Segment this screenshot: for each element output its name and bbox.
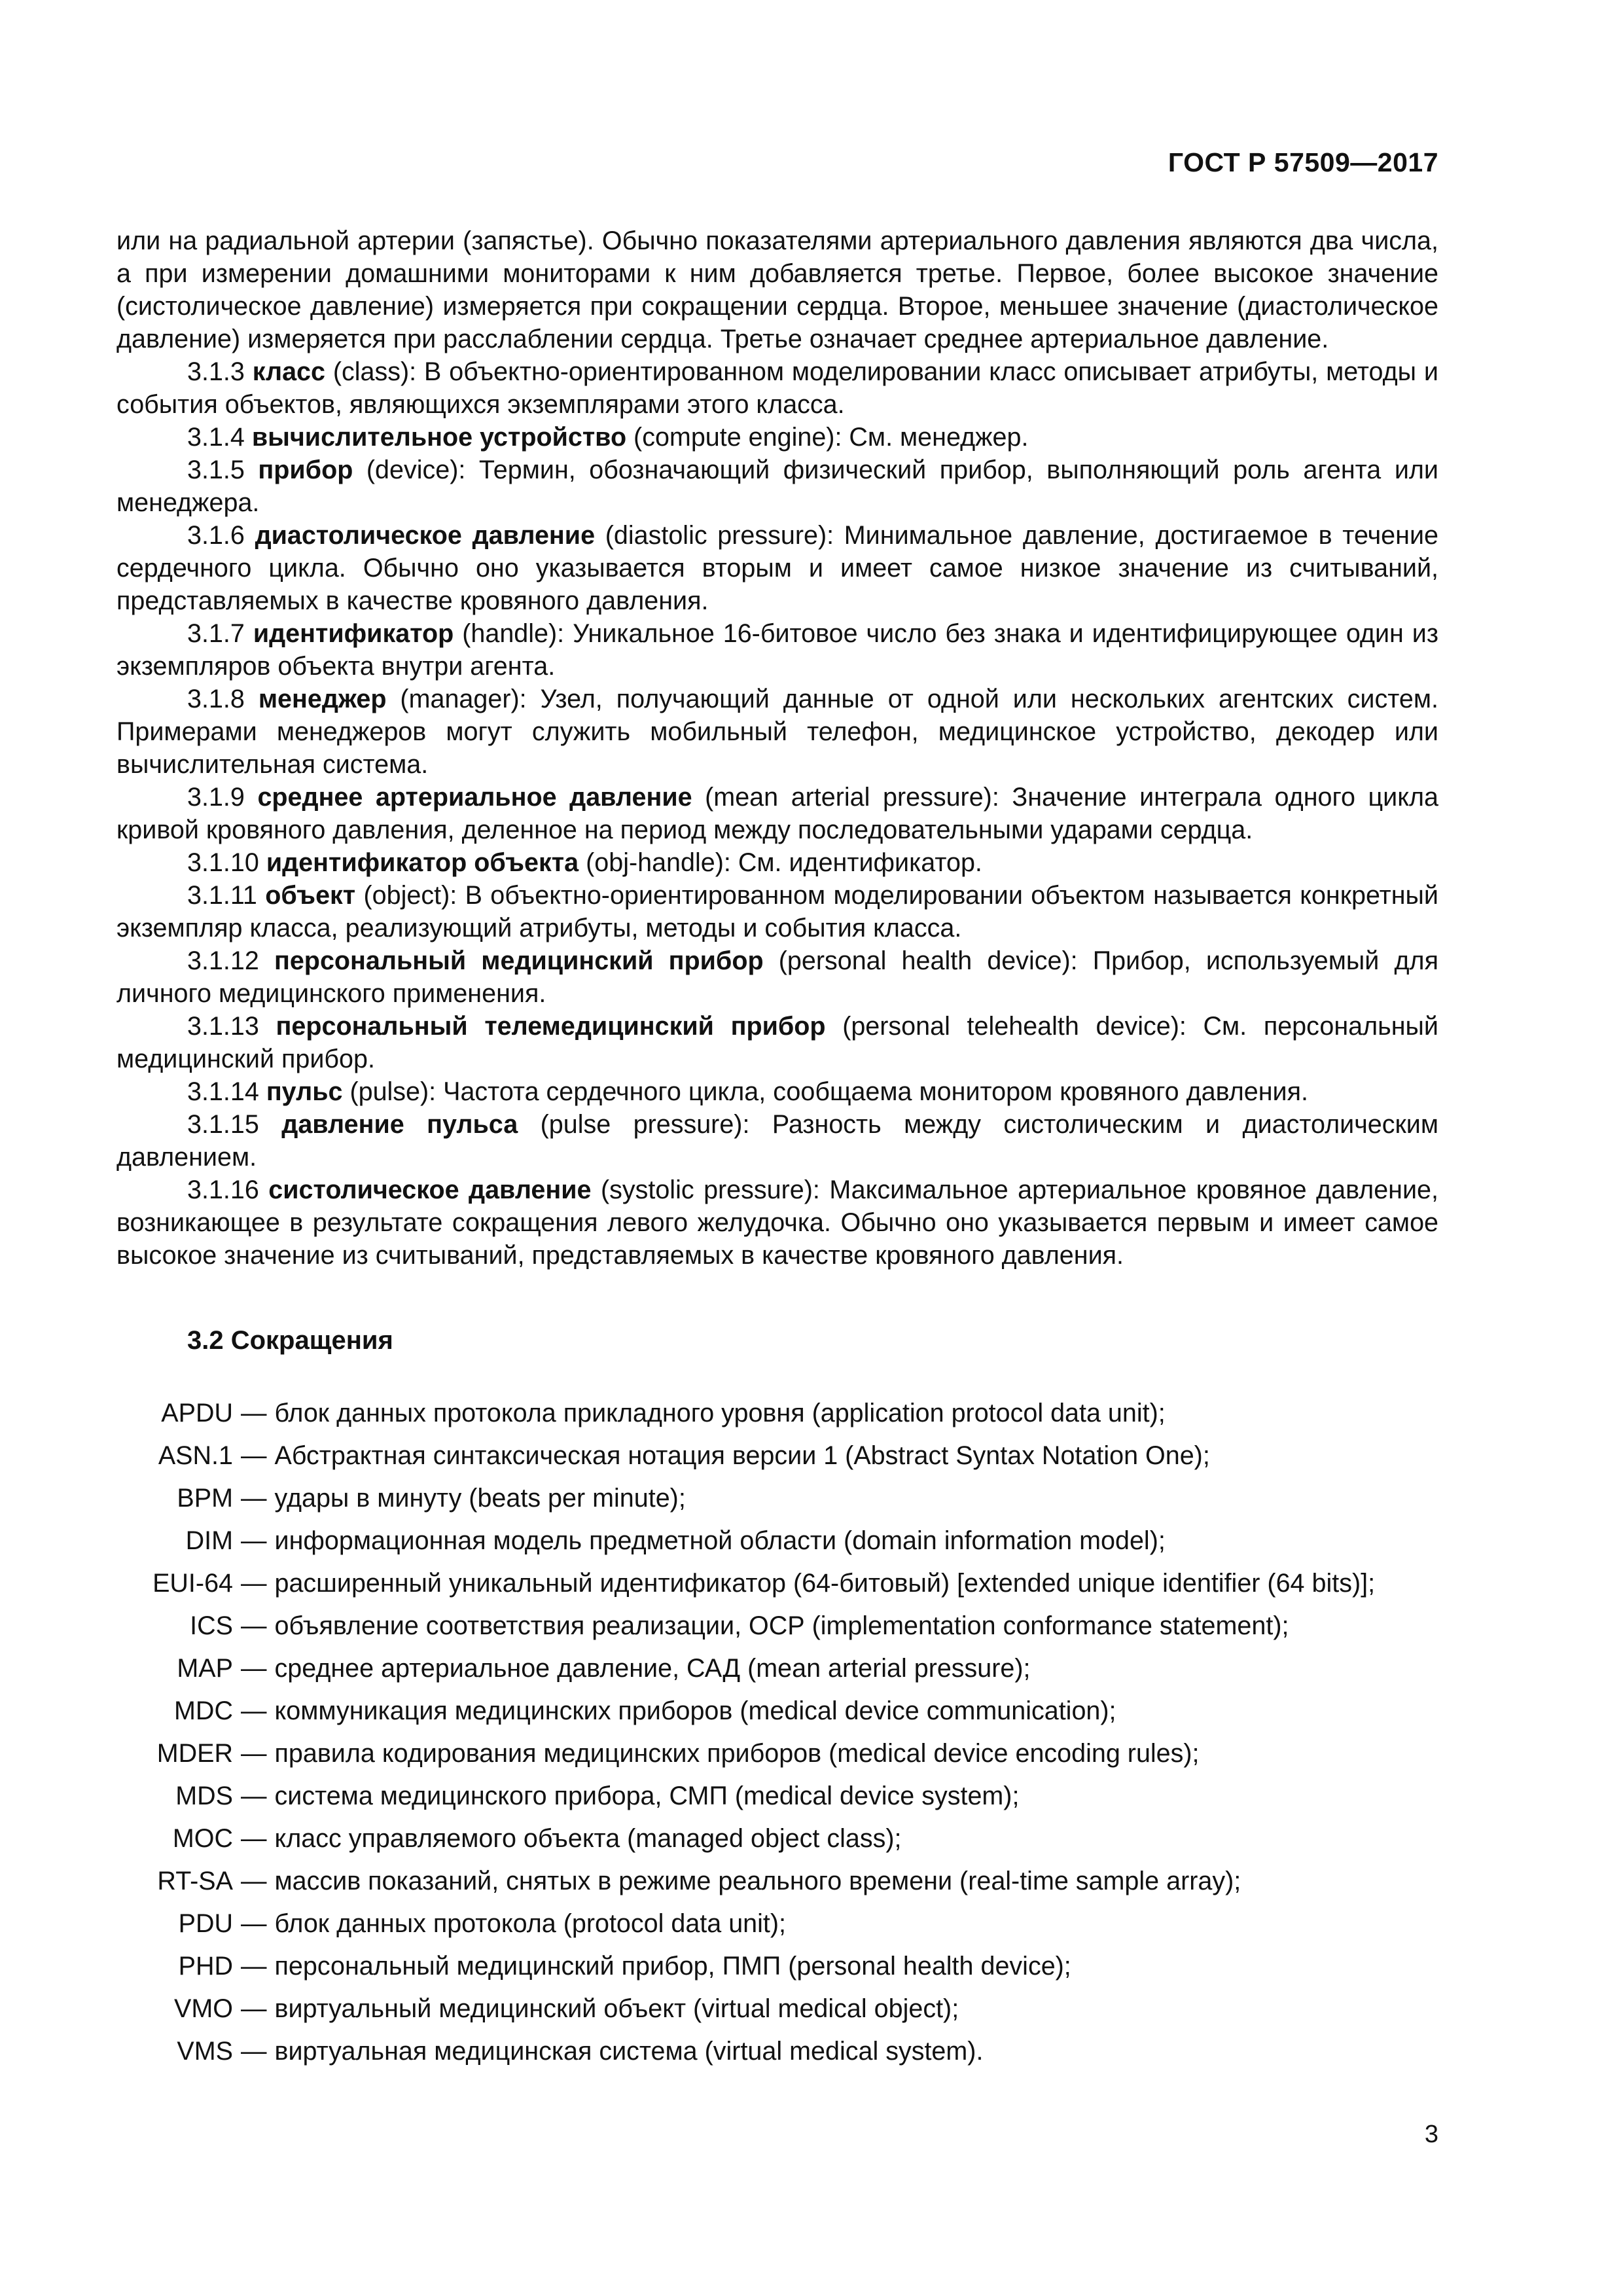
abbreviation-dash: — xyxy=(241,1952,267,1981)
abbreviation-definition: система медицинского прибора, СМП (medical device system); xyxy=(274,1782,1020,1810)
abbreviation-item xyxy=(116,2030,1452,2073)
definition-term: класс xyxy=(252,357,325,386)
abbreviation-definition: правила кодирования медицинских приборов (medical device encoding rules); xyxy=(274,1739,1200,1768)
abbreviation-code: VMS xyxy=(177,2037,233,2066)
definition-term: пульс xyxy=(266,1077,343,1106)
definition-text: (pulse): Частота сердечного цикла, сообщаема монитором кровяного давления. xyxy=(342,1077,1308,1106)
abbreviation-code: EUI-64 xyxy=(152,1569,233,1598)
abbreviation-item xyxy=(116,1477,1452,1520)
definition-item xyxy=(116,519,1438,617)
abbreviation-item xyxy=(116,1775,1452,1818)
definition-number: 3.1.3 xyxy=(187,357,245,386)
definition-text: (obj-handle): См. идентификатор. xyxy=(579,848,982,877)
abbreviation-dash: — xyxy=(241,2037,267,2066)
abbreviation-code: VMO xyxy=(174,1994,233,2023)
abbreviation-dash: — xyxy=(241,1441,267,1470)
abbreviation-code: APDU xyxy=(161,1399,233,1427)
abbreviation-item xyxy=(116,1903,1452,1945)
abbreviation-dash: — xyxy=(241,1696,267,1725)
abbreviation-code: ICS xyxy=(190,1611,233,1640)
abbreviation-definition: Абстрактная синтаксическая нотация версии 1 (Abstract Syntax Notation One); xyxy=(274,1441,1210,1470)
page-number: 3 xyxy=(1424,2121,1438,2148)
abbreviation-dash: — xyxy=(241,1909,267,1938)
abbreviation-code: MOC xyxy=(172,1824,233,1853)
definition-number: 3.1.9 xyxy=(187,783,245,812)
definition-item xyxy=(116,879,1438,944)
abbreviation-item xyxy=(116,1732,1452,1775)
abbreviation-item xyxy=(116,1605,1452,1647)
definition-text: (object): В объектно-ориентированном моделировании объектом называется конкретный экземпляр класса, реализующий атрибуты, методы и события класса. xyxy=(116,881,1438,942)
abbreviation-definition: среднее артериальное давление, САД (mean arterial pressure); xyxy=(274,1654,1031,1683)
abbreviation-dash: — xyxy=(241,1782,267,1810)
intro-paragraph: или на радиальной артерии (запястье). Обычно показателями артериального давления являются два числа, а при измерении домашними мониторами к ним добавляется третье. Первое, более высокое значение (систолическое давление) измеряется при сокращении сердца. Второе, меньшее значение (диастолическое давление) измеряется при расслаблении сердца. Третье означает среднее артериальное давление. xyxy=(116,226,1438,353)
abbreviation-dash: — xyxy=(241,1569,267,1598)
definition-term: прибор xyxy=(258,456,353,484)
abbreviation-code: MDS xyxy=(175,1782,233,1810)
abbreviation-definition: коммуникация медицинских приборов (medical device communication); xyxy=(274,1696,1116,1725)
definition-term: вычислительное устройство xyxy=(251,423,627,452)
definition-item xyxy=(116,355,1438,421)
abbreviation-definition: персональный медицинский прибор, ПМП (personal health device); xyxy=(274,1952,1071,1981)
abbreviation-item xyxy=(116,1392,1452,1435)
definition-text: (handle): Уникальное 16-битовое число без знака и идентифицирующее один из экземпляров объекта внутри агента. xyxy=(116,619,1438,681)
definition-number: 3.1.14 xyxy=(187,1077,259,1106)
abbreviation-dash: — xyxy=(241,1994,267,2023)
abbreviation-dash: — xyxy=(241,1654,267,1683)
abbreviation-definition: удары в минуту (beats per minute); xyxy=(274,1484,686,1513)
definition-item xyxy=(116,846,1438,879)
definition-number: 3.1.12 xyxy=(187,946,259,975)
abbreviation-dash: — xyxy=(241,1526,267,1555)
definition-item xyxy=(116,1010,1438,1075)
abbreviation-dash: — xyxy=(241,1611,267,1640)
definition-text: (device): Термин, обозначающий физический прибор, выполняющий роль агента или менеджера. xyxy=(116,456,1438,517)
abbreviation-dash: — xyxy=(241,1739,267,1768)
abbreviation-definition: массив показаний, снятых в режиме реального времени (real-time sample array); xyxy=(274,1867,1241,1895)
definition-item xyxy=(116,683,1438,781)
abbreviation-definition: виртуальный медицинский объект (virtual medical object); xyxy=(274,1994,959,2023)
definition-term: менеджер xyxy=(258,685,387,713)
definition-term: идентификатор объекта xyxy=(266,848,579,877)
abbreviation-item xyxy=(116,1860,1452,1903)
definition-text: (class): В объектно-ориентированном моделировании класс описывает атрибуты, методы и события объектов, являющихся экземплярами этого класса. xyxy=(116,357,1438,419)
definition-text: (personal telehealth device): См. персональный медицинский прибор. xyxy=(116,1012,1438,1073)
definition-term: персональный медицинский прибор xyxy=(274,946,764,975)
definition-number: 3.1.16 xyxy=(187,1175,259,1204)
definition-number: 3.1.11 xyxy=(187,881,257,910)
abbreviation-definition: блок данных протокола (protocol data unit); xyxy=(274,1909,787,1938)
abbreviation-definition: объявление соответствия реализации, ОСР (implementation conformance statement); xyxy=(274,1611,1289,1640)
abbreviation-definition: расширенный уникальный идентификатор (64-битовый) [extended unique identifier (64 bits)]; xyxy=(274,1569,1376,1598)
definition-number: 3.1.8 xyxy=(187,685,245,713)
definition-text: (manager): Узел, получающий данные от одной или нескольких агентских систем. Примерами менеджеров могут служить мобильный телефон, медицинское устройство, декодер или вычислительная система. xyxy=(116,685,1438,779)
abbreviations-list xyxy=(116,1392,1452,2073)
definition-item xyxy=(116,1075,1438,1108)
abbreviation-code: PDU xyxy=(178,1909,233,1938)
definition-term: среднее артериальное давление xyxy=(257,783,692,812)
definition-term: персональный телемедицинский прибор xyxy=(276,1012,826,1041)
abbreviation-code: RT-SA xyxy=(157,1867,233,1895)
definition-item xyxy=(116,1108,1438,1174)
definition-text: (compute engine): См. менеджер. xyxy=(626,423,1029,452)
abbreviation-item xyxy=(116,1988,1452,2030)
definition-number: 3.1.13 xyxy=(187,1012,259,1041)
definition-number: 3.1.15 xyxy=(187,1110,259,1139)
definition-number: 3.1.7 xyxy=(187,619,245,648)
abbreviation-definition: виртуальная медицинская система (virtual medical system). xyxy=(274,2037,984,2066)
definitions-section xyxy=(116,224,1438,1272)
definition-term: объект xyxy=(265,881,356,910)
abbreviation-code: DIM xyxy=(185,1526,233,1555)
abbreviation-dash: — xyxy=(241,1484,267,1513)
definition-text: (systolic pressure): Максимальное артериальное кровяное давление, возникающее в результате сокращения левого желудочка. Обычно оно указывается первым и имеет самое высокое значение из считываний, представляемых в качестве кровяного давления. xyxy=(116,1175,1438,1270)
definition-number: 3.1.10 xyxy=(187,848,259,877)
definition-text: (pulse pressure): Разность между систолическим и диастолическим давлением. xyxy=(116,1110,1439,1172)
abbreviation-code: ASN.1 xyxy=(158,1441,233,1470)
document-header: ГОСТ Р 57509—2017 xyxy=(1168,147,1438,177)
definition-item xyxy=(116,617,1438,683)
abbreviation-code: MAP xyxy=(177,1654,233,1683)
definition-number: 3.1.5 xyxy=(187,456,245,484)
abbreviation-code: BPM xyxy=(177,1484,233,1513)
abbreviation-code: PHD xyxy=(178,1952,233,1981)
definition-text: (personal health device): Прибор, используемый для личного медицинского применения. xyxy=(116,946,1438,1008)
definition-item xyxy=(116,1174,1438,1272)
abbreviation-item xyxy=(116,1690,1452,1732)
definition-number: 3.1.4 xyxy=(187,423,245,452)
abbreviation-item xyxy=(116,1818,1452,1860)
abbreviation-code: MDC xyxy=(174,1696,233,1725)
abbreviation-item xyxy=(116,1647,1452,1690)
definition-number: 3.1.6 xyxy=(187,521,245,550)
section-heading-abbreviations: 3.2 Сокращения xyxy=(187,1326,393,1355)
abbreviation-definition: класс управляемого объекта (managed object class); xyxy=(274,1824,902,1853)
definition-term: давление пульса xyxy=(281,1110,518,1139)
definition-term: систолическое давление xyxy=(268,1175,592,1204)
definition-item xyxy=(116,944,1438,1010)
abbreviation-dash: — xyxy=(241,1399,267,1427)
abbreviation-dash: — xyxy=(241,1867,267,1895)
abbreviation-item xyxy=(116,1562,1452,1605)
definition-item xyxy=(116,781,1438,846)
abbreviation-item xyxy=(116,1945,1452,1988)
definition-text: (mean arterial pressure): Значение интеграла одного цикла кривой кровяного давления, деленное на период между последовательными ударами сердца. xyxy=(116,783,1438,844)
abbreviation-dash: — xyxy=(241,1824,267,1853)
definition-term: диастолическое давление xyxy=(255,521,596,550)
abbreviation-item xyxy=(116,1520,1452,1562)
definition-item xyxy=(116,454,1438,519)
definition-item xyxy=(116,421,1438,454)
abbreviation-definition: информационная модель предметной области (domain information model); xyxy=(274,1526,1166,1555)
abbreviation-item xyxy=(116,1435,1452,1477)
abbreviation-definition: блок данных протокола прикладного уровня (application protocol data unit); xyxy=(274,1399,1166,1427)
definition-term: идентификатор xyxy=(253,619,454,648)
abbreviation-code: MDER xyxy=(156,1739,233,1768)
definition-text: (diastolic pressure): Минимальное давление, достигаемое в течение сердечного цикла. Обычно оно указывается вторым и имеет самое низкое значение из считываний, представляемых в качестве кровяного давления. xyxy=(116,521,1438,615)
